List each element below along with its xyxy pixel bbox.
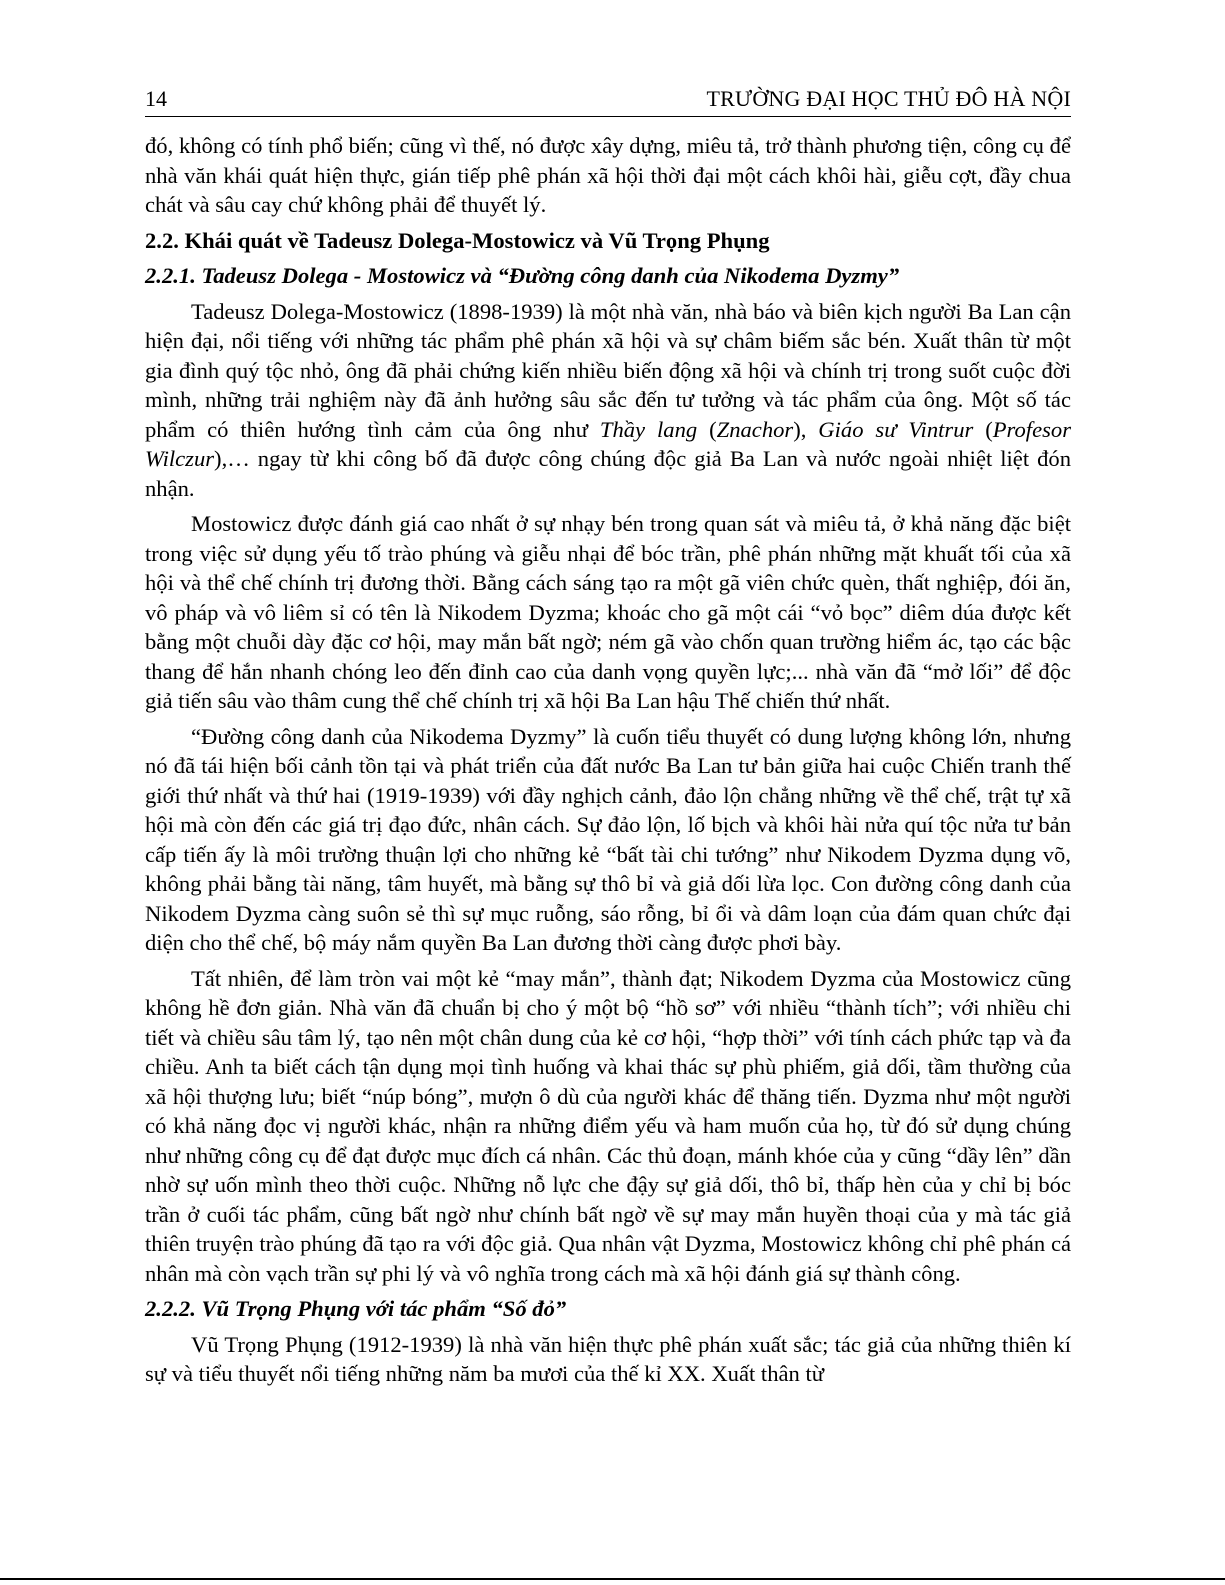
section-heading-2-2: 2.2. Khái quát về Tadeusz Dolega-Mostowicz và Vũ Trọng Phụng — [145, 227, 770, 253]
text-run: ( — [973, 416, 993, 442]
paragraph-continued: đó, không có tính phổ biến; cũng vì thế, nó được xây dựng, miêu tả, trở thành phương tiện, công cụ để nhà văn khái quát hiện thực, gián tiếp phê phán xã hội thời đại một cách khôi hài, giễu cợt, đầy chua chát và sâu cay chứ không phải để thuyết lý. — [145, 133, 1071, 217]
paragraph-mostowicz-style: Mostowicz được đánh giá cao nhất ở sự nhạy bén trong quan sát và miêu tả, ở khả năng đặc biệt trong việc sử dụng yếu tố trào phúng và giễu nhại để bóc trần, phê phán những mặt khuất tối của xã hội và thể chế chính trị đương thời. Bằng cách sáng tạo ra một gã viên chức quèn, thất nghiệp, đói ăn, vô pháp và vô liêm sỉ có tên là Nikodem Dyzma; khoác cho gã một cái “vỏ bọc” diêm dúa được kết bằng một chuỗi dày đặc cơ hội, may mắn bất ngờ; ném gã vào chốn quan trường hiểm ác, tạo các bậc thang để hắn nhanh chóng leo đến đỉnh cao của danh vọng quyền lực;... nhà văn đã “mở lối” để độc giả tiến sâu vào thâm cung thể chế chính trị xã hội Ba Lan hậu Thế chiến thứ nhất. — [145, 511, 1071, 713]
journal-name: TRƯỜNG ĐẠI HỌC THỦ ĐÔ HÀ NỘI — [706, 86, 1071, 111]
article-body — [145, 131, 1071, 1389]
work-title: Giáo sư Vintrur — [818, 416, 974, 442]
text-run: ),… ngay từ khi công bố đã được công chúng độc giả Ba Lan và nước ngoài nhiệt liệt đón nhận. — [145, 446, 1071, 501]
work-title: Znachor — [716, 416, 794, 442]
page — [145, 86, 1071, 1395]
work-title: Profesor Wilczur — [145, 416, 1071, 471]
subsection-heading-2-2-2: 2.2.2. Vũ Trọng Phụng với tác phẩm “Số đỏ” — [145, 1296, 567, 1321]
text-run: ( — [697, 416, 717, 442]
paragraph-dyzma-character: Tất nhiên, để làm tròn vai một kẻ “may mắn”, thành đạt; Nikodem Dyzma của Mostowicz cũng không hề đơn giản. Nhà văn đã chuẩn bị cho ý một bộ “hồ sơ” với nhiều “thành tích”; với nhiều chi tiết và chiều sâu tâm lý, tạo nên một chân dung của kẻ cơ hội, “hợp thời” với tính cách phức tạp và đa chiều. Anh ta biết cách tận dụng mọi tình huống và khai thác sự phù phiếm, giả dối, tầm thường của xã hội thượng lưu; biết “núp bóng”, mượn ô dù của người khác để thăng tiến. Dyzma như một người có khả năng đọc vị người khác, nhận ra những điểm yếu và ham muốn của họ, từ đó sử dụng chúng như những công cụ để đạt được mục đích cá nhân. Các thủ đoạn, mánh khóe của y cũng “dầy lên” dần nhờ sự uốn mình theo thời cuộc. Những nỗ lực che đậy sự giả dối, thô bỉ, thấp hèn của y chỉ bị bóc trần ở cuối tác phẩm, cũng bất ngờ như chính bất ngờ về sự may mắn huyền thoại của y mà tác giả thiên truyện trào phúng đã tạo ra với độc giả. Qua nhân vật Dyzma, Mostowicz không chỉ phê phán cá nhân mà còn vạch trần sự phi lý và vô nghĩa trong cách mà xã hội đánh giá sự thành công. — [145, 965, 1071, 1286]
bottom-border — [0, 1578, 1225, 1580]
text-run: ), — [793, 416, 819, 442]
paragraph-novel-context: “Đường công danh của Nikodema Dyzmy” là cuốn tiểu thuyết có dung lượng không lớn, nhưng nó đã tái hiện bối cảnh tồn tại và phát triển của đất nước Ba Lan tư bản giữa hai cuộc Chiến tranh thế giới thứ nhất và thứ hai (1919-1939) với đầy nghịch cảnh, đảo lộn chẳng những về thể chế, trật tự xã hội mà còn đến các giá trị đạo đức, nhân cách. Sự đảo lộn, lố bịch và khôi hài nửa quí tộc nửa tư bản cấp tiến ấy là môi trường thuận lợi cho những kẻ “bất tài chi tướng” như Nikodem Dyzma dụng võ, không phải bằng tài năng, tâm huyết, mà bằng sự thô bỉ và giả dối lừa lọc. Con đường công danh của Nikodem Dyzma càng suôn sẻ thì sự mục ruỗng, sáo rỗng, bỉ ổi và dâm loạn của đám quan chức đại diện cho thể chế, bộ máy nắm quyền Ba Lan đương thời càng được phơi bày. — [145, 723, 1071, 955]
text-run: Tadeusz Dolega-Mostowicz (1898-1939) là một nhà văn, nhà báo và biên kịch người Ba Lan cận hiện đại, nổi tiếng với những tác phẩm phê phán xã hội và sự châm biếm sắc bén. Xuất thân từ một gia đình quý tộc nhỏ, ông đã phải chứng kiến nhiều biến động xã hội và chính trị trong suốt cuộc đời mình, những trải nghiệm này đã ảnh hưởng sâu sắc đến tư tưởng và tác phẩm của ông. Một số tác phẩm có thiên hướng tình cảm của ông như — [145, 298, 1071, 442]
paragraph-vu-trong-phung: Vũ Trọng Phụng (1912-1939) là nhà văn hiện thực phê phán xuất sắc; tác giả của những thiên kí sự và tiểu thuyết nổi tiếng những năm ba mươi của thế kỉ XX. Xuất thân từ — [145, 1331, 1071, 1386]
work-title: Thầy lang — [599, 416, 698, 442]
page-number: 14 — [145, 86, 167, 111]
running-header — [145, 86, 1071, 117]
paragraph-mostowicz-bio — [145, 297, 1071, 504]
subsection-heading-2-2-1: 2.2.1. Tadeusz Dolega - Mostowicz và “Đường công danh của Nikodema Dyzmy” — [145, 263, 900, 288]
